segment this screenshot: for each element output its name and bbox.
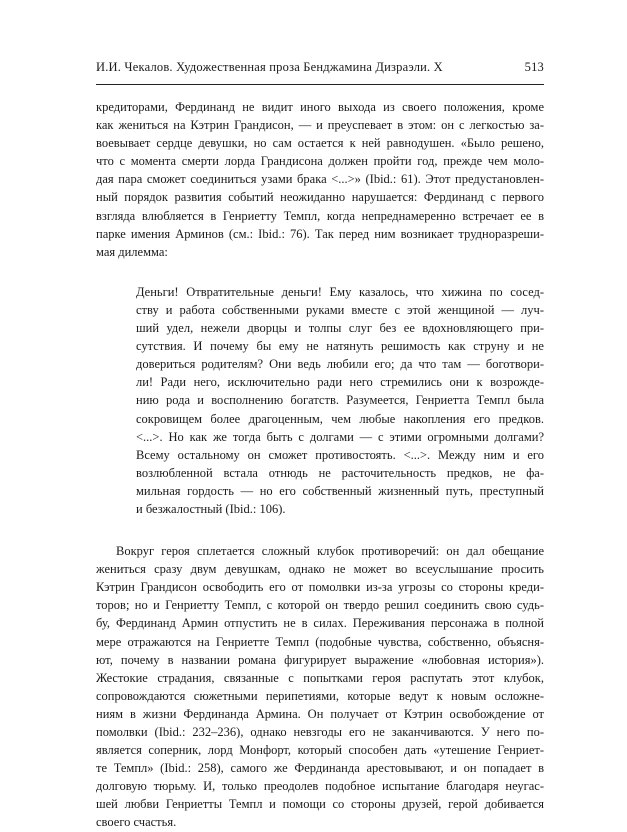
text-line: те Темпл» (Ibid.: 258), самого же Фердинанда арестовывают, и он попадает в [96, 761, 544, 776]
text-line: ший удел, нежели дворцы и толпы слуг без ее вдохновляющего при- [136, 321, 544, 336]
text-line: помолвки (Ibid.: 232–236), однако невзгоды его не заканчиваются. У него по- [96, 725, 544, 739]
text-line: парке имения Арминов (см.: Ibid.: 76). Так перед ним возникает трудноразреши- [96, 226, 544, 241]
text-line: ли! Ради него, исключительно ради него стремились они к возрожде- [136, 375, 544, 390]
text-line: мере отражаются на Генриетте Темпл (подобные чувства, собственно, объясня- [96, 634, 544, 649]
text-line: довериться родителям? Они ведь любили его; да что там — боготвори- [136, 357, 544, 372]
text-line: <...>. Но как же тогда быть с долгами — с этими огромными долгами? [136, 429, 544, 444]
text-line: жениться сразу двум девушкам, однако не может во всеуслышание просить [96, 562, 544, 577]
paragraph-2 [96, 542, 544, 832]
text-line: дая пара сможет соединиться узами брака <...>» (Ibid.: 61). Этот предустановлен- [96, 172, 544, 187]
block-quote [136, 283, 544, 518]
header-divider [96, 84, 544, 85]
text-line: ниям в жизни Фердинанда Армина. Он получает от Кэтрин освобождение от [96, 706, 544, 721]
text-line: Деньги! Отвратительные деньги! Ему казалось, что хижина по сосед- [136, 284, 544, 299]
text-line: Всему остальному он сможет противостоять. <...>. Между ним и его [136, 447, 544, 462]
text-line: сутствия. И почему бы ему не натянуть решимость как струну и не [136, 339, 544, 354]
text-line: ный порядок развития событий неожиданно нарушается: Фердинанд с первого [96, 190, 544, 205]
text-line: своего счастья. [96, 815, 177, 830]
text-line: что с момента смерти лорда Грандисона должен пройти год, прежде чем моло- [96, 154, 544, 169]
body-text [96, 98, 544, 832]
text-line: сокровищем более драгоценным, чем любые накопления его предков. [136, 411, 544, 426]
text-line: нию рода и восполнению богатств. Разумеется, Генриетта Темпл была [136, 393, 544, 408]
running-header [96, 60, 544, 75]
text-line: воевывает сердце девушки, но сам остается к ней равнодушен. «Было решено, [96, 136, 544, 151]
text-line: торов; но и Генриетту Темпл, с которой он твердо решил соединить свою судь- [96, 598, 544, 613]
text-line: ют, почему в названии романа фигурирует выражение «любовная история»). [96, 652, 544, 667]
text-line: бу, Фердинанд Армин отпустить не в силах. Переживания персонажа в полной [96, 616, 544, 631]
text-line: как жениться на Кэтрин Грандисон, — и преуспевает в этом: он с легкостью за- [96, 118, 544, 133]
text-line: шей любви Генриетты Темпл и помощи со стороны друзей, герой добивается [96, 797, 544, 812]
running-title: И.И. Чекалов. Художественная проза Бенджамина Дизраэли. X [96, 60, 443, 74]
text-line: Жестокие страдания, связанные с попытками героя распутать этот клубок, [96, 670, 544, 685]
text-line: Кэтрин Грандисон освободить его от помолвки из-за угрозы со стороны креди- [96, 580, 544, 595]
text-line: долговую тюрьму. И, только преодолев подобное испытание благодаря неугас- [96, 779, 544, 794]
paragraph-1 [96, 98, 544, 261]
text-line: возлюбленной встала отнюдь не расточительность предков, не фа- [136, 465, 544, 480]
page-number: 513 [524, 60, 544, 74]
text-line: мильная гордость — но его собственный жизненный путь, преступный [136, 483, 544, 498]
text-line: взгляда влюбляется в Генриетту Темпл, когда непреднамеренно встречает ее в [96, 208, 544, 223]
text-line: сопровождаются сюжетными перипетиями, которые ведут к новым осложне- [96, 688, 544, 703]
text-line: мая дилемма: [96, 244, 168, 259]
text-line: кредиторами, Фердинанд не видит иного выхода из своего положения, кроме [96, 100, 544, 114]
text-line: Вокруг героя сплетается сложный клубок противоречий: он дал обещание [116, 544, 544, 559]
text-line: ству и работа собственными руками вместе с этой женщиной — луч- [136, 302, 544, 317]
text-line: и безжалостный (Ibid.: 106). [136, 501, 286, 516]
text-line: является соперник, лорд Монфорт, который способен дать «утешение Генриет- [96, 743, 544, 758]
